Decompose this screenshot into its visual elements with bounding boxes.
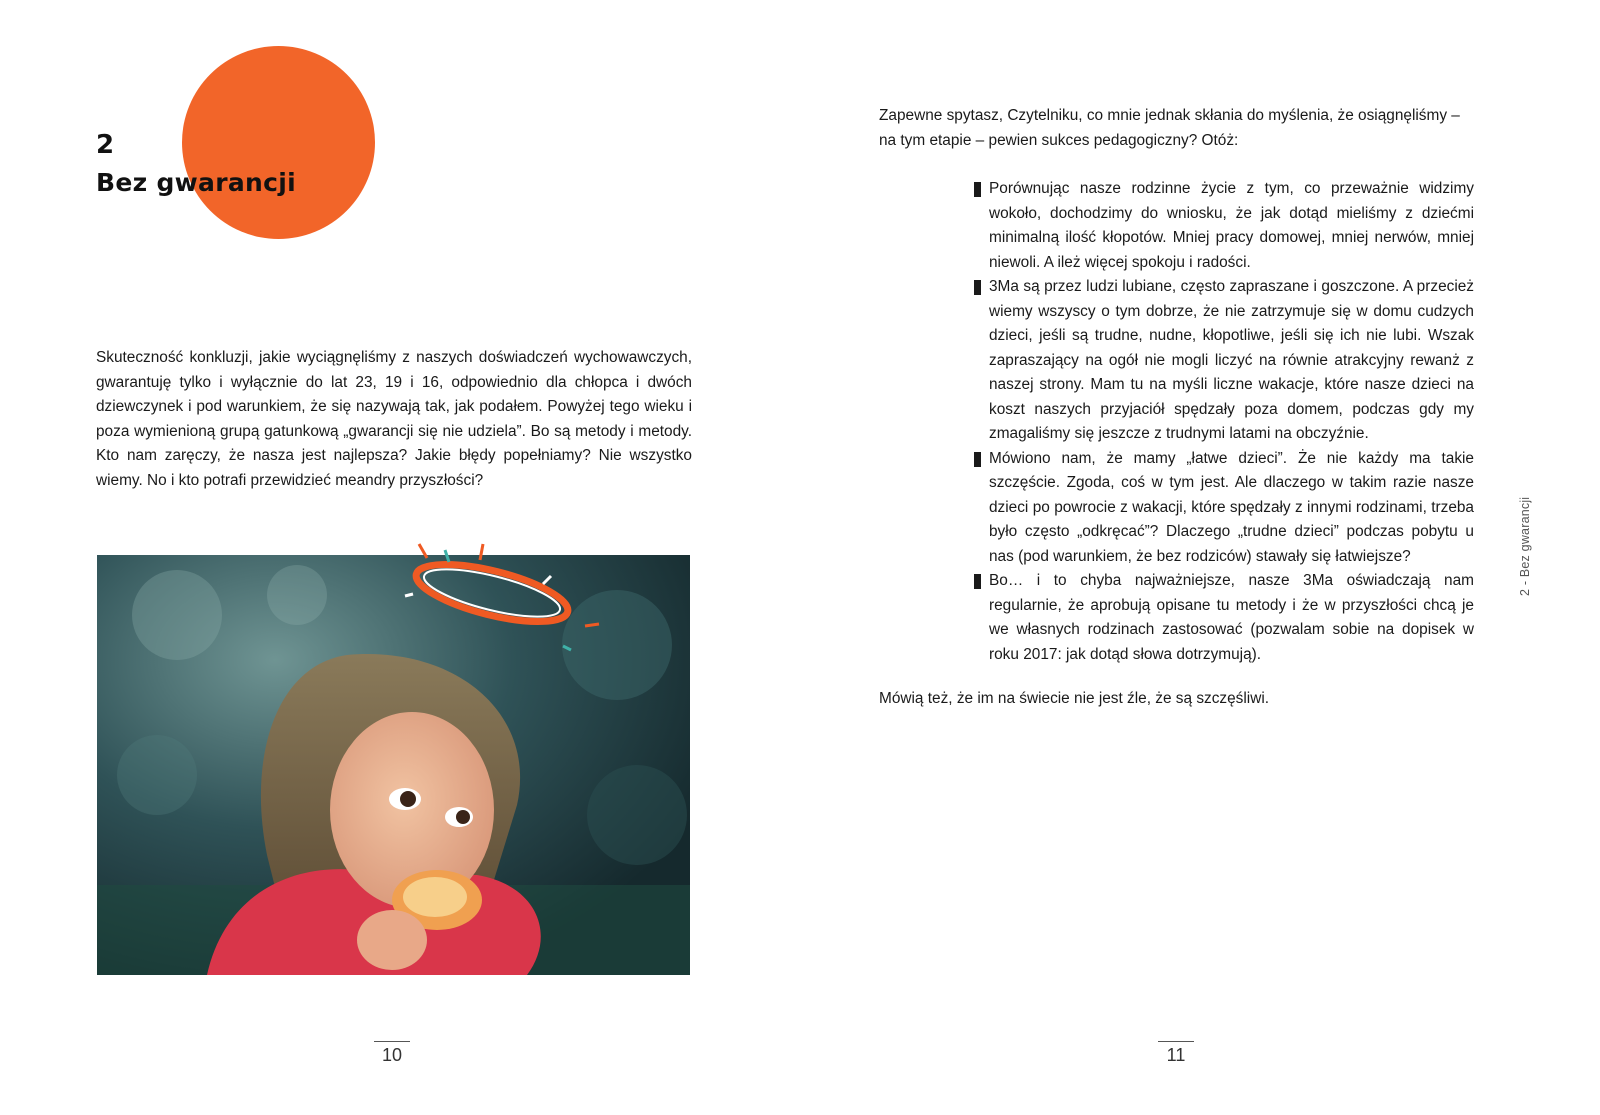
list-item-text: Mówiono nam, że mamy „łatwe dzieci”. Że nie każdy ma takie szczęście. Zgoda, coś w tym jest. Ale dlaczego w takim razie nasze dzieci po powrocie z wakacji, które spędzały z innymi rodzinami, trzeba było często „odkręcać”? Dlaczego „trudne dzieci” podczas pobytu u nas (pod warunkiem, że bez rodziców) stawały się łatwiejsze? xyxy=(989,449,1474,565)
running-head: 2 - Bez gwarancji xyxy=(1518,496,1532,596)
bullet-bar-icon xyxy=(974,452,981,467)
list-item xyxy=(972,447,1474,570)
page-number-right: 11 xyxy=(1158,1041,1194,1066)
bullet-bar-icon xyxy=(974,280,981,295)
right-page-intro: Zapewne spytasz, Czytelniku, co mnie jednak skłania do myślenia, że osiągnęliśmy – na tym etapie – pewien sukces pedagogiczny? Otóż: xyxy=(879,107,1460,149)
left-page-paragraph: Skuteczność konkluzji, jakie wyciągnęliśmy z naszych doświadczeń wychowawczych, gwarantuję tylko i wyłącznie do lat 23, 19 i 16, odpowiednio dla chłopca i dwóch dziewczynek i pod warunkiem, że się nazywają tak, jak podałem. Powyżej tego wieku i poza wymienioną grupą gatunkową „gwarancji się nie udziela”. Bo są metody i metody. Kto nam zaręczy, że nasza jest najlepsza? Jakie błędy popełniamy? Nie wszystko wiemy. No i kto potrafi przewidzieć meandry przyszłości? xyxy=(96,349,692,489)
chapter-number: 2 xyxy=(96,130,115,160)
bullet-bar-icon xyxy=(974,574,981,589)
list-item-text: Bo… i to chyba najważniejsze, nasze 3Ma oświadczają nam regularnie, że aprobują opisane tu metody i że w przyszłości chcą je we własnych rodzinach zastosować (pozwalam sobie na dopisek w roku 2017: jak dotąd słowa dotrzymują). xyxy=(989,572,1474,663)
chapter-title: Bez gwarancji xyxy=(96,168,296,197)
list-item xyxy=(972,569,1474,667)
list-item xyxy=(972,177,1474,275)
list-item xyxy=(972,275,1474,447)
list-item-text: Porównując nasze rodzinne życie z tym, co przeważnie widzimy wokoło, dochodzimy do wniosku, że jak dotąd mieliśmy z dziećmi minimalną ilość kłopotów. Mniej pracy domowej, mniej nerwów, mniej niewoli. A ileż więcej spokoju i radości. xyxy=(989,180,1474,271)
right-page-closing: Mówią też, że im na świecie nie jest źle, że są szczęśliwi. xyxy=(879,690,1270,707)
drawn-halo-icon xyxy=(395,538,605,658)
bullet-list xyxy=(972,177,1474,667)
list-item-text: 3Ma są przez ludzi lubiane, często zapraszane i goszczone. A przecież wiemy wszyscy o tym dobrze, że nie zatrzymuje się w domu cudzych dzieci, jeśli są trudne, nudne, kłopotliwe, jeśli się ich nie lubi. Wszak zapraszający na ogół nie mogli liczyć na równie atrakcyjny rewanż z naszej strony. Mam tu na myśli liczne wakacje, które nasze dzieci na koszt naszych przyjaciół spędzały poza domem, podczas gdy my zmagaliśmy się jeszcze z trudnymi latami na obczyźnie. xyxy=(989,278,1474,442)
orange-circle-decoration xyxy=(182,46,375,239)
bullet-bar-icon xyxy=(974,182,981,197)
page-number-left: 10 xyxy=(374,1041,410,1066)
